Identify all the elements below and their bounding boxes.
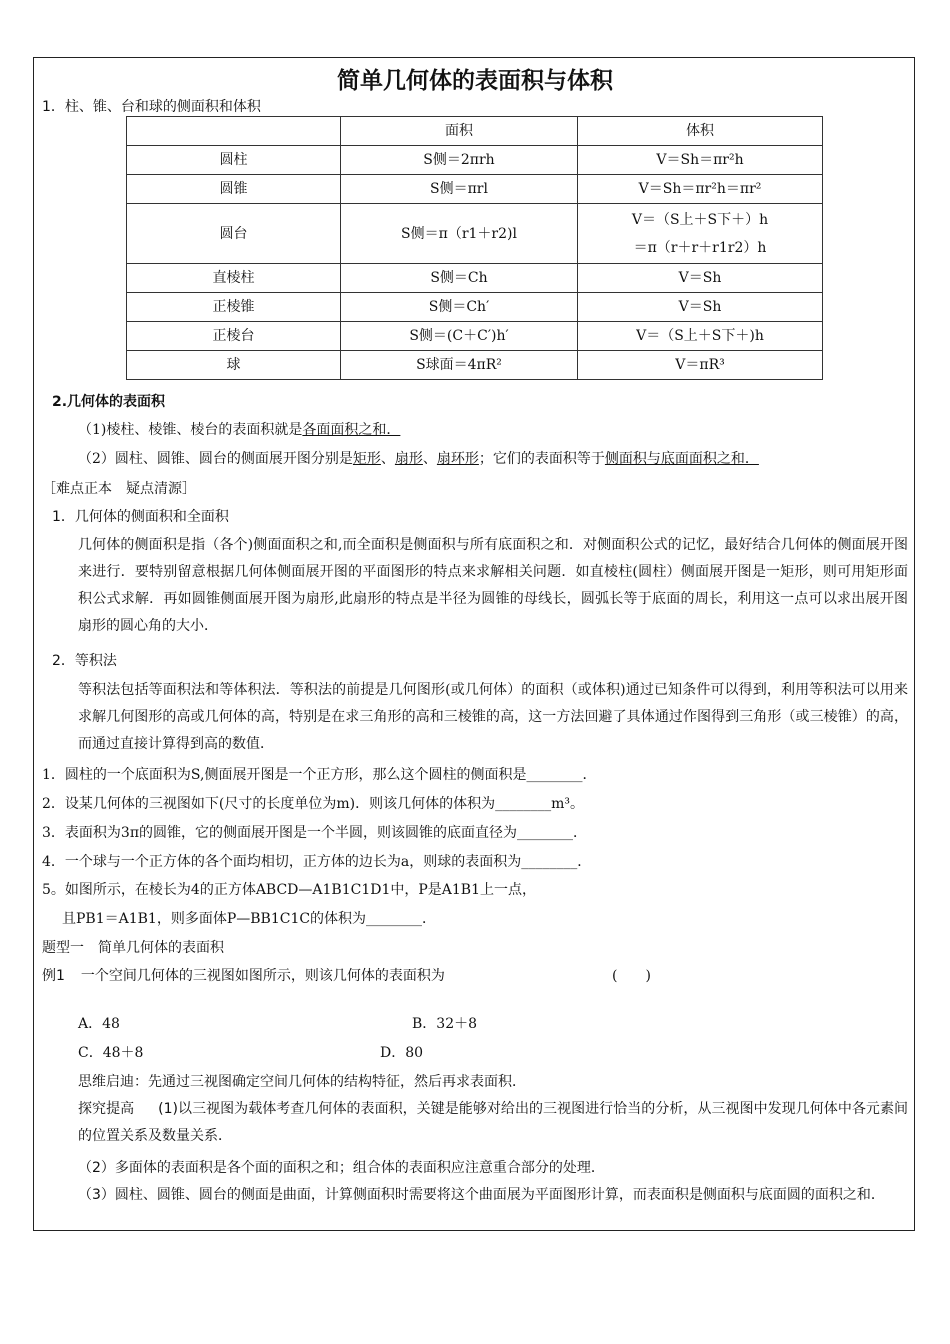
table-row [127, 146, 823, 175]
item2-answer: 扇环形 [436, 451, 479, 467]
volume-formula: V＝Sh＝πr²h＝πr² [578, 175, 823, 204]
volume-formula-line: ＝π（r＋r＋r1r2）h [633, 239, 767, 256]
hint-label: 思维启迪： [78, 1074, 148, 1090]
question-type-title: 题型一 简单几何体的表面积 [42, 940, 224, 956]
option-b: B．32＋8 [412, 1016, 478, 1032]
difficulty-paragraph-1: 几何体的侧面积是指（各个)侧面面积之和,而全面积是侧面积与所有底面积之和．对侧面积公式的记忆，最好结合几何体的侧面展开图来进行．要特别留意根据几何体侧面展开图的平面图形的特点来求解相关问题．如直棱柱(圆柱）侧面展开图是一矩形，则可用矩形面积公式求解．再如圆锥侧面展开图为扇形,此扇形的特点是半径为圆锥的母线长，圆弧长等于底面的周长，利用这一点可以求出展开图扇形的圆心角的大小． [78, 537, 908, 634]
hint-text: 先通过三视图确定空间几何体的结构特征，然后再求表面积． [148, 1074, 526, 1090]
shape-name: 圆锥 [127, 175, 341, 204]
area-formula: S侧＝Ch [341, 264, 578, 293]
volume-formula: V＝Sh＝πr²h [578, 146, 823, 175]
option-a: A．48 [78, 1016, 120, 1032]
table-row [127, 264, 823, 293]
shape-name: 球 [127, 351, 341, 380]
area-formula: S侧＝(C＋C′)h′ [341, 322, 578, 351]
difficulty-paragraph-2: 等积法包括等面积法和等体积法．等积法的前提是几何图形(或几何体）的面积（或体积)通过已知条件可以得到，利用等积法可以用来求解几何图形的高或几何体的高，特别是在求三角形的高和三棱锥的高，这一方法回避了具体通过作图得到三角形（或三棱锥）的高，而通过直接计算得到高的数值． [78, 682, 908, 752]
volume-formula: V＝Sh [578, 264, 823, 293]
exercise-item: 3．表面积为3π的圆锥，它的侧面展开图是一个半圆，则该圆锥的底面直径为________． [42, 825, 588, 841]
exercise-item: 1．圆柱的一个底面积为S,侧面展开图是一个正方形，那么这个圆柱的侧面积是________． [42, 767, 597, 783]
table-row [127, 322, 823, 351]
item2-answer: 矩形 [352, 451, 381, 467]
area-formula: S侧＝πrl [341, 175, 578, 204]
difficulty-heading-2: 2．等积法 [52, 653, 117, 669]
volume-formula: V＝（S上＋S下＋)h [578, 322, 823, 351]
area-formula: S侧＝π（r1＋r2)l [341, 204, 578, 264]
table-header-cell: 体积 [578, 117, 823, 146]
exercise-item: 5。如图所示，在棱长为4的正方体ABCD—A1B1C1D1中，P是A1B1上一点， [42, 882, 537, 898]
answer-parentheses: ( ) [612, 968, 651, 984]
exercise-item: 4．一个球与一个正方体的各个面均相切，正方体的边长为a，则球的表面积为________． [42, 854, 592, 870]
volume-formula: V＝Sh [578, 293, 823, 322]
exercise-item: 且PB1＝A1B1，则多面体P—BB1C1C的体积为________． [62, 911, 437, 927]
explore-paragraph-2: （2）多面体的表面积是各个面的面积之和；组合体的表面积应注意重合部分的处理． [78, 1160, 605, 1176]
section2-item2 [78, 450, 759, 468]
shape-name: 直棱柱 [127, 264, 341, 293]
difficulty-heading-1: 1．几何体的侧面积和全面积 [52, 509, 229, 525]
item2-sep: 、 [422, 451, 437, 467]
volume-formula-line: V＝（S上＋S下＋）h [631, 211, 769, 228]
table-header-cell: 面积 [341, 117, 578, 146]
explore-paragraph-3: （3）圆柱、圆锥、圆台的侧面是曲面，计算侧面积时需要将这个曲面展为平面图形计算，而表面积是侧面积与底面圆的面积之和． [78, 1187, 885, 1203]
explore-paragraph-1 [78, 1096, 908, 1150]
item2-text: （2）圆柱、圆锥、圆台的侧面展开图分别是 [78, 451, 353, 467]
hint-line [78, 1073, 526, 1091]
table-row [127, 175, 823, 204]
difficulty-title: ［难点正本 疑点清源］ [42, 481, 196, 497]
item1-answer: 各面面积之和． [302, 422, 401, 438]
area-formula: S侧＝Ch′ [341, 293, 578, 322]
example-label: 例1 [42, 968, 65, 984]
section2-item1 [78, 421, 400, 439]
section1-heading: 1．柱、锥、台和球的侧面积和体积 [42, 99, 261, 115]
item2-text: ；它们的表面积等于 [478, 451, 605, 467]
explore-text-1: (1)以三视图为载体考查几何体的表面积，关键是能够对给出的三视图进行恰当的分析，从三视图中发现几何体中各元素间的位置关系及数量关系． [78, 1101, 909, 1144]
explore-label: 探究提高 [78, 1101, 135, 1117]
example-1 [42, 967, 445, 985]
shape-name: 正棱台 [127, 322, 341, 351]
shape-name: 正棱锥 [127, 293, 341, 322]
table-row [127, 204, 823, 264]
example-question: 一个空间几何体的三视图如图所示，则该几何体的表面积为 [80, 968, 445, 984]
exercise-item: 2．设某几何体的三视图如下(尺寸的长度单位为m)．则该几何体的体积为________m³。 [42, 796, 584, 812]
formula-table [126, 116, 823, 380]
table-header-cell [127, 117, 341, 146]
volume-formula-cell [578, 204, 823, 264]
table-row [127, 351, 823, 380]
item2-answer: 扇形 [394, 451, 423, 467]
page-title: 简单几何体的表面积与体积 [337, 68, 613, 94]
table-header-row [127, 117, 823, 146]
shape-name: 圆柱 [127, 146, 341, 175]
item2-sep: 、 [380, 451, 395, 467]
volume-formula: V＝πR³ [578, 351, 823, 380]
item1-text: （1)棱柱、棱锥、棱台的表面积就是 [78, 422, 303, 438]
option-c: C．48＋8 [78, 1045, 144, 1061]
table-row [127, 293, 823, 322]
area-formula: S球面＝4πR² [341, 351, 578, 380]
area-formula: S侧＝2πrh [341, 146, 578, 175]
section2-heading: 2.几何体的表面积 [52, 394, 166, 410]
item2-answer: 侧面积与底面面积之和． [604, 451, 759, 467]
option-d: D．80 [380, 1045, 424, 1061]
shape-name: 圆台 [127, 204, 341, 264]
